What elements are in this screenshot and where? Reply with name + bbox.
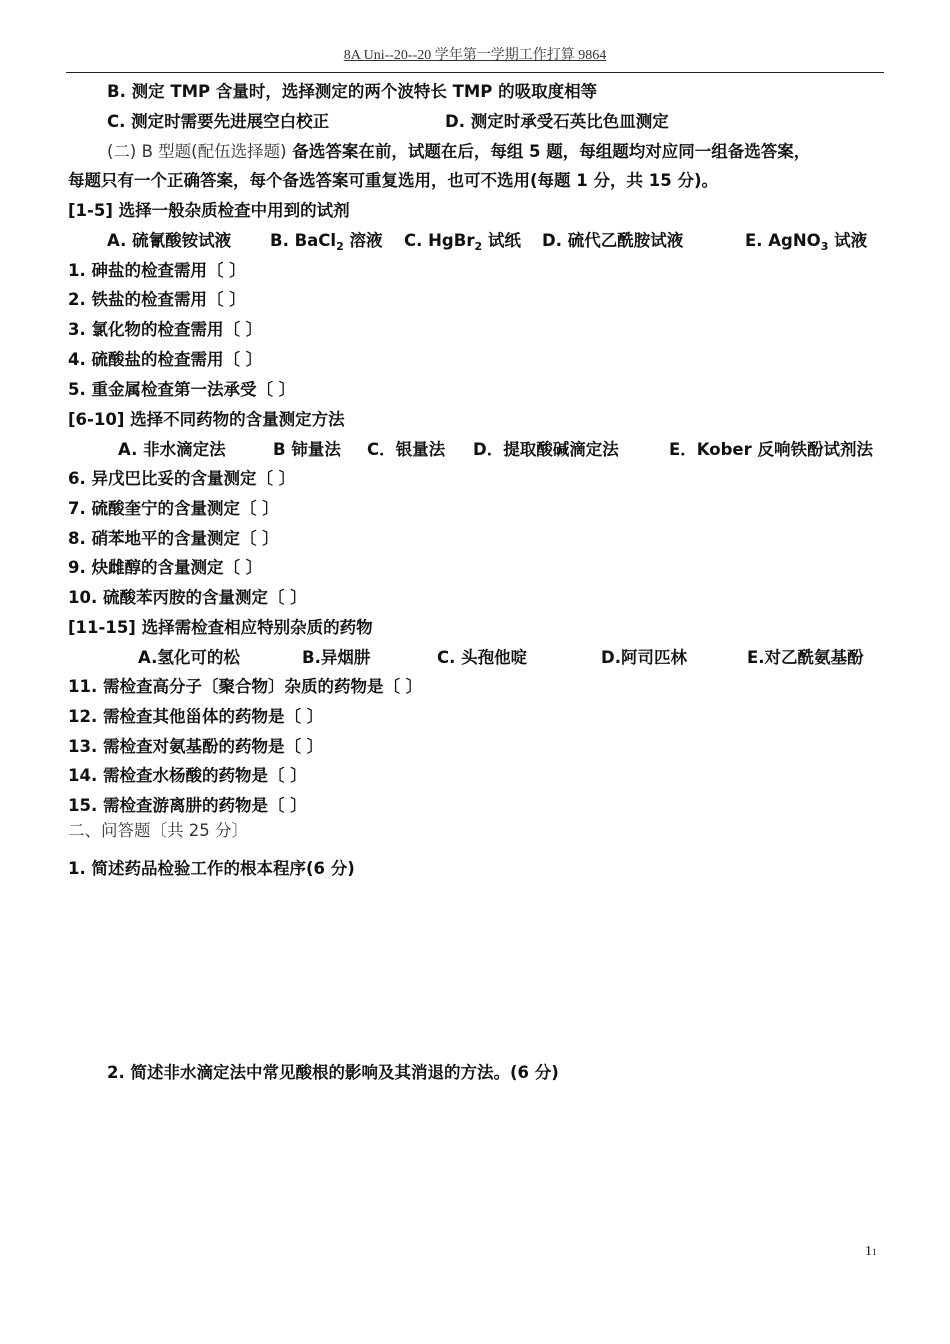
section-2-title: 二、问答题〔共 25 分〕: [68, 821, 248, 840]
group-1-option-d: D. 硫代乙酰胺试液: [542, 231, 684, 250]
group-1-options: [0, 231, 950, 253]
group-2-option-c: C．银量法: [367, 440, 446, 459]
question-8: 8. 硝苯地平的含量测定〔 〕: [68, 529, 279, 548]
page-number: 11: [865, 1244, 877, 1259]
group-3-option-d: D.阿司匹林: [601, 648, 687, 667]
question-7: 7. 硫酸奎宁的含量测定〔 〕: [68, 499, 279, 518]
header-text: 8A Uni--20--20 学年第一学期工作打算 9864: [343, 48, 607, 63]
group-2-title: [6-10] 选择不同药物的含量测定方法: [68, 410, 345, 429]
question-3: 3. 氯化物的检查需用〔 〕: [68, 320, 263, 339]
section-b-instructions-2: 每题只有一个正确答案，每个备选答案可重复选用，也可不选用(每题 1 分，共 15 分)。: [68, 171, 719, 190]
question-6: 6. 异戊巴比妥的含量测定〔 〕: [68, 469, 296, 488]
group-1-option-b: B. BaCl$_2$ 溶液: [270, 231, 383, 253]
group-2-option-e: E．Kober 反响铁酚试剂法: [669, 440, 873, 459]
group-2-options: [0, 440, 950, 462]
header-rule: [66, 72, 884, 73]
group-2-option-d: D．提取酸碱滴定法: [473, 440, 619, 459]
option-d-prev: D. 测定时承受石英比色皿测定: [445, 112, 669, 131]
option-b-prev: B. 测定 TMP 含量时，选择测定的两个波特长 TMP 的吸取度相等: [107, 82, 598, 101]
group-3-options: [0, 648, 950, 670]
group-1-option-e: E. AgNO$_3$ 试液: [745, 231, 868, 253]
page-header: [0, 44, 950, 64]
section-b-type: (二) B 型题(配伍选择题): [107, 142, 287, 161]
group-3-option-c: C. 头孢他啶: [437, 648, 528, 667]
question-5: 5. 重金属检查第一法承受〔 〕: [68, 380, 296, 399]
question-4: 4. 硫酸盐的检查需用〔 〕: [68, 350, 263, 369]
group-1-option-a: A. 硫氰酸铵试液: [107, 231, 232, 250]
question-10: 10. 硫酸苯丙胺的含量测定〔 〕: [68, 588, 307, 607]
question-15: 15. 需检查游离肼的药物是〔 〕: [68, 796, 307, 815]
question-1: 1. 砷盐的检查需用〔 〕: [68, 261, 246, 280]
group-1-option-c: C. HgBr$_2$ 试纸: [404, 231, 521, 253]
group-3-option-e: E.对乙酰氨基酚: [747, 648, 864, 667]
group-3-option-b: B.异烟肼: [302, 648, 371, 667]
section-b-instructions: 备选答案在前，试题在后，每组 5 题，每组题均对应同一组备选答案，: [292, 142, 811, 161]
option-c-prev: C. 测定时需要先进展空白校正: [107, 112, 330, 131]
question-9: 9. 炔雌醇的含量测定〔 〕: [68, 558, 263, 577]
question-12: 12. 需检查其他甾体的药物是〔 〕: [68, 707, 324, 726]
group-1-title: [1-5] 选择一般杂质检查中用到的试剂: [68, 201, 350, 220]
group-3-title: [11-15] 选择需检查相应特别杂质的药物: [68, 618, 373, 637]
question-11: 11. 需检查高分子〔聚合物〕杂质的药物是〔 〕: [68, 677, 423, 696]
question-14: 14. 需检查水杨酸的药物是〔 〕: [68, 766, 307, 785]
group-2-option-b: B 铈量法: [273, 440, 341, 459]
question-2: 2. 铁盐的检查需用〔 〕: [68, 290, 246, 309]
essay-question-2: 2. 简述非水滴定法中常见酸根的影响及其消退的方法。(6 分): [107, 1063, 559, 1082]
question-13: 13. 需检查对氨基酚的药物是〔 〕: [68, 737, 324, 756]
essay-question-1: 1. 简述药品检验工作的根本程序(6 分): [68, 859, 355, 878]
section-b-intro: [107, 142, 810, 162]
group-3-option-a: A.氢化可的松: [138, 648, 240, 667]
group-2-option-a: A. 非水滴定法: [118, 440, 226, 459]
